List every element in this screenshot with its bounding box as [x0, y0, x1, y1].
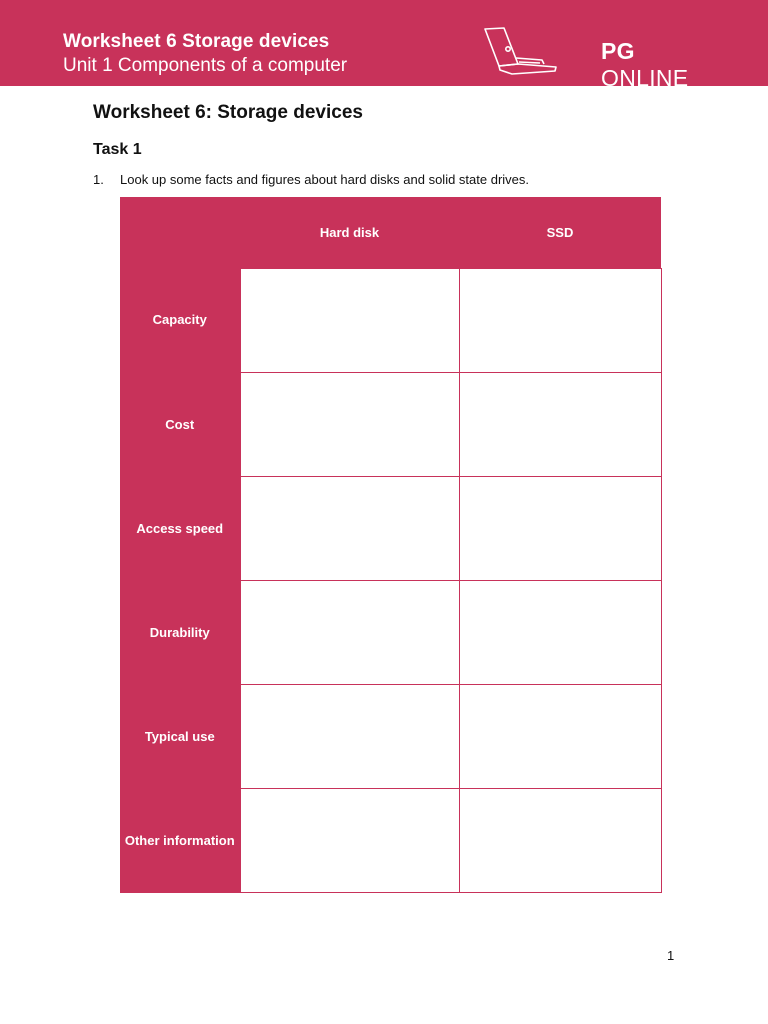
laptop-icon [482, 24, 562, 76]
instruction-text: Look up some facts and figures about hard disks and solid state drives. [120, 172, 530, 187]
table-cell[interactable] [459, 684, 661, 788]
row-header-cost: Cost [120, 372, 240, 476]
table-cell[interactable] [459, 788, 661, 892]
page-number: 1 [667, 948, 675, 963]
header-banner [0, 0, 768, 91]
page-heading: Worksheet 6: Storage devices [93, 102, 363, 123]
table-cell[interactable] [240, 684, 459, 788]
task-heading: Task 1 [93, 141, 142, 158]
pg-online-logo [482, 24, 712, 91]
row-header-access-speed: Access speed [120, 476, 240, 580]
unit-subtitle: Unit 1 Components of a computer [63, 55, 348, 76]
row-header-capacity: Capacity [120, 268, 240, 372]
table-cell[interactable] [459, 476, 661, 580]
table-cell[interactable] [459, 268, 661, 372]
table-cell[interactable] [459, 372, 661, 476]
row-header-typical-use: Typical use [120, 684, 240, 788]
logo-text-pg: PG [601, 38, 635, 64]
logo-wordmark [601, 38, 712, 92]
column-header-hard-disk: Hard disk [240, 197, 459, 268]
table-cell[interactable] [240, 788, 459, 892]
table-cell[interactable] [459, 580, 661, 684]
row-header-other-information: Other information [120, 788, 240, 892]
instruction-number: 1. [93, 172, 104, 187]
row-header-durability: Durability [120, 580, 240, 684]
column-header-ssd: SSD [459, 197, 661, 268]
worksheet-title: Worksheet 6 Storage devices [63, 31, 330, 52]
table-cell[interactable] [240, 372, 459, 476]
logo-text-online: ONLINE [601, 65, 689, 91]
table-corner [120, 197, 240, 268]
table-cell[interactable] [240, 476, 459, 580]
table-cell[interactable] [240, 268, 459, 372]
table-cell[interactable] [240, 580, 459, 684]
comparison-table [120, 197, 661, 892]
